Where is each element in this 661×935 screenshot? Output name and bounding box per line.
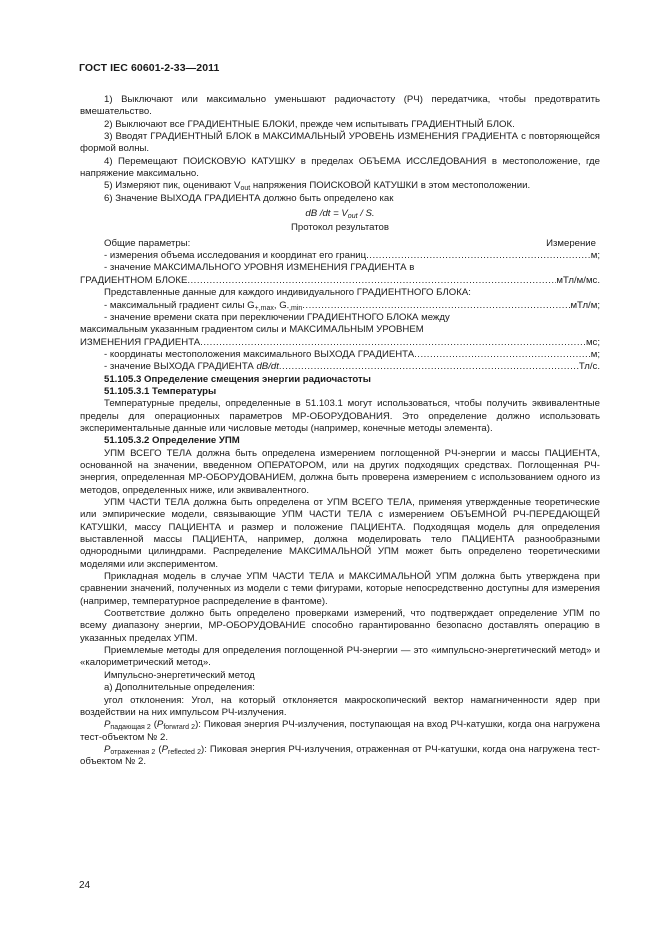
p9-sub-2: forwrard 2 <box>163 724 196 732</box>
leader-dots <box>414 349 591 361</box>
p10-sub: отраженная 2 <box>110 748 156 756</box>
formula-rhs: / S. <box>357 208 375 220</box>
formula-lhs: dB /dt = V <box>305 208 348 220</box>
p9-open: ( <box>150 719 157 731</box>
protocol-line-6 <box>80 361 600 373</box>
protocol-line-6-italic: dB/dt <box>256 361 279 373</box>
document-header: ГОСТ IEC 60601-2-33—2011 <box>79 62 220 74</box>
protocol-line-4a: - значение времени ската при переключении ГРАДИЕНТНОГО БЛОКА между <box>104 311 450 323</box>
p9-symbol-2: P <box>156 719 164 731</box>
p10-sub-2: reflected 2 <box>167 748 202 756</box>
step-3: 3) Вводят ГРАДИЕНТНЫЙ БЛОК в МАКСИМАЛЬНЫЙ УРОВЕНЬ ИЗМЕНЕНИЯ ГРАДИЕНТА с повторяющейся формой волны. <box>80 131 600 155</box>
document-body <box>80 94 600 769</box>
protocol-line-5-unit: м; <box>590 348 600 360</box>
protocol-line-3-mid: , G <box>273 299 287 311</box>
step-5 <box>80 180 600 192</box>
protocol-title: Протокол результатов <box>291 222 389 234</box>
leader-dots <box>302 300 570 312</box>
formula <box>80 208 600 220</box>
general-params-label: Общие параметры: <box>104 237 191 249</box>
protocol-line-4-label: ИЗМЕНЕНИЯ ГРАДИЕНТА <box>80 336 201 348</box>
step-5-tail: напряжения ПОИСКОВОЙ КАТУШКИ в этом местоположении. <box>250 180 531 192</box>
paragraph-7: а) Дополнительные определения: <box>104 682 255 694</box>
protocol-line-1 <box>80 250 600 262</box>
p10-open: ( <box>155 743 162 755</box>
leader-dots <box>279 361 579 373</box>
protocol-header-row <box>80 238 600 250</box>
protocol-line-3-label: - максимальный градиент силы G <box>104 299 255 311</box>
section-51-105-3-1-text: Температурные пределы, определенные в 51.103.1 могут использоваться, чтобы получить эквивалентные пределы для операционных параметров МР-ОБОРУДОВАНИЯ. Это определение должно использовать экспериментальные данные или числовые методы (например, конечные методы элемента). <box>80 398 600 434</box>
paragraph-8: угол отклонения: Угол, на который отклоняется макроскопический вектор намагниченности ядер при воздействии на них импульсом РЧ-излучения. <box>80 694 600 718</box>
step-4: 4) Перемещают ПОИСКОВУЮ КАТУШКУ в пределах ОБЪЕМА ИССЛЕДОВАНИЯ в местоположение, где напряжение максимально. <box>80 155 600 180</box>
protocol-line-6-label: - значение ВЫХОДА ГРАДИЕНТА <box>104 361 257 373</box>
paragraph-9 <box>80 719 600 744</box>
page-number: 24 <box>79 880 91 891</box>
paragraph-6: Импульсно-энергетический метод <box>104 669 255 681</box>
protocol-line-4 <box>80 337 600 349</box>
protocol-line-4-unit: мс; <box>585 336 600 348</box>
p10-symbol-2: P <box>161 743 168 755</box>
protocol-line-5 <box>80 349 600 361</box>
section-51-105-3-1-title: 51.105.3.1 Температуры <box>104 385 217 397</box>
p9-sub: падающая 2 <box>110 724 151 732</box>
formula-sub: out <box>347 213 358 221</box>
p10-text: ): Пиковая энергия РЧ-излучения, отраженная от РЧ-катушки, когда она нагружена тест-объектом № 2. <box>80 743 601 768</box>
gplus-sub: +,max <box>254 304 274 312</box>
protocol-line-1-unit: м; <box>590 250 600 262</box>
protocol-line-1-label: - измерения объема исследования и координат его границ <box>104 250 367 262</box>
individual-data-label: Представленные данные для каждого индивидуального ГРАДИЕНТНОГО БЛОКА: <box>104 287 471 299</box>
paragraph-3: Прикладная модель в случае УПМ ЧАСТИ ТЕЛА и МАКСИМАЛЬНОЙ УПМ должна быть утверждена при сравнении значений, полученных из модели с теми фигурами, которые непосредственно доступны для измерения (например, температурное распределение в фантоме). <box>80 571 600 607</box>
paragraph-10 <box>80 744 600 769</box>
leader-dots <box>366 250 591 262</box>
protocol-line-6-unit: Тл/с. <box>578 361 600 373</box>
step-5-text: 5) Измеряют пик, оценивают V <box>104 180 241 192</box>
p9-text: ): Пиковая энергия РЧ-излучения, поступающая на вход РЧ-катушки, когда она нагружена тест-объектом № 2. <box>80 719 600 743</box>
measure-label: Измерение <box>546 237 596 249</box>
p10-symbol: P <box>104 743 111 755</box>
step-2: 2) Выключают все ГРАДИЕНТНЫЕ БЛОКИ, прежде чем испытывать ГРАДИЕНТНЫЙ БЛОК. <box>104 118 515 130</box>
p9-symbol: P <box>104 719 111 731</box>
step-1: 1) Выключают или максимально уменьшают радиочастоту (РЧ) передатчика, чтобы предотвратить вмешательство. <box>80 94 600 118</box>
step-6: 6) Значение ВЫХОДА ГРАДИЕНТА должно быть определено как <box>104 192 394 204</box>
paragraph-2: УПМ ЧАСТИ ТЕЛА должна быть определена от УПМ ВСЕГО ТЕЛА, применяя утвержденные теоретические или эмпирические модели, связывающие УПМ ЧАСТИ ТЕЛА с измерением ОБЪЕМНОЙ РЧ-ПЕРЕДАЮЩЕЙ КАТУШКИ, массу ПАЦИЕНТА и размер и положение ПАЦИЕНТА. Подходящая модель для определения выставленной массы ПАЦИЕНТА, например, должна моделировать тело ПАЦИЕНТА разнообразными однородными цилиндрами. Распределение МАКСИМАЛЬНОЙ УПМ может быть определено теоретическими моделями или экспериментом. <box>80 497 600 570</box>
protocol-line-4b: максимальным указанным градиентом силы и МАКСИМАЛЬНЫМ УРОВНЕМ <box>80 324 424 336</box>
protocol-line-3 <box>80 300 600 312</box>
protocol-line-2a: - значение МАКСИМАЛЬНОГО УРОВНЯ ИЗМЕНЕНИЯ ГРАДИЕНТА в <box>104 262 415 274</box>
section-51-105-3-title: 51.105.3 Определение смещения энергии радиочастоты <box>104 373 371 385</box>
paragraph-4: Соответствие должно быть определено проверками измерений, что подтверждает определение УПМ по всему диапазону энергии, МР-ОБОРУДОВАНИЕ способно гарантированно безопасно доставлять операцию в указанных пределах УПМ. <box>80 608 600 644</box>
leader-dots <box>200 337 586 349</box>
protocol-line-2-unit: мТл/м/мс. <box>556 274 600 286</box>
section-51-105-3-2-title: 51.105.3.2 Определение УПМ <box>104 435 240 447</box>
step-5-sub: out <box>240 185 251 193</box>
paragraph-1: УПМ ВСЕГО ТЕЛА должна быть определена измерением поглощенной РЧ-энергии и массы ПАЦИЕНТА, основанной на значении, введенном ОПЕРАТОРОМ, или на других подходящих средствах. Поглощенная РЧ-энергия, определенная МР-ОБОРУДОВАНИЕМ, должна быть проверена измерением с использованием одного из методов, определенных ниже, или эквивалентного. <box>80 447 600 496</box>
paragraph-5: Приемлемые методы для определения поглощенной РЧ-энергии — это «импульсно-энергетический метод» и «калориметрический метод». <box>80 645 600 669</box>
protocol-line-5-label: - координаты местоположения максимального ВЫХОДА ГРАДИЕНТА <box>104 348 415 360</box>
protocol-line-2-label: ГРАДИЕНТНОМ БЛОКЕ <box>80 274 188 286</box>
protocol-line-2 <box>80 275 600 287</box>
leader-dots <box>187 275 556 287</box>
gminus-sub: -,min <box>286 304 303 312</box>
protocol-line-3-unit: мТл/м; <box>570 299 600 311</box>
